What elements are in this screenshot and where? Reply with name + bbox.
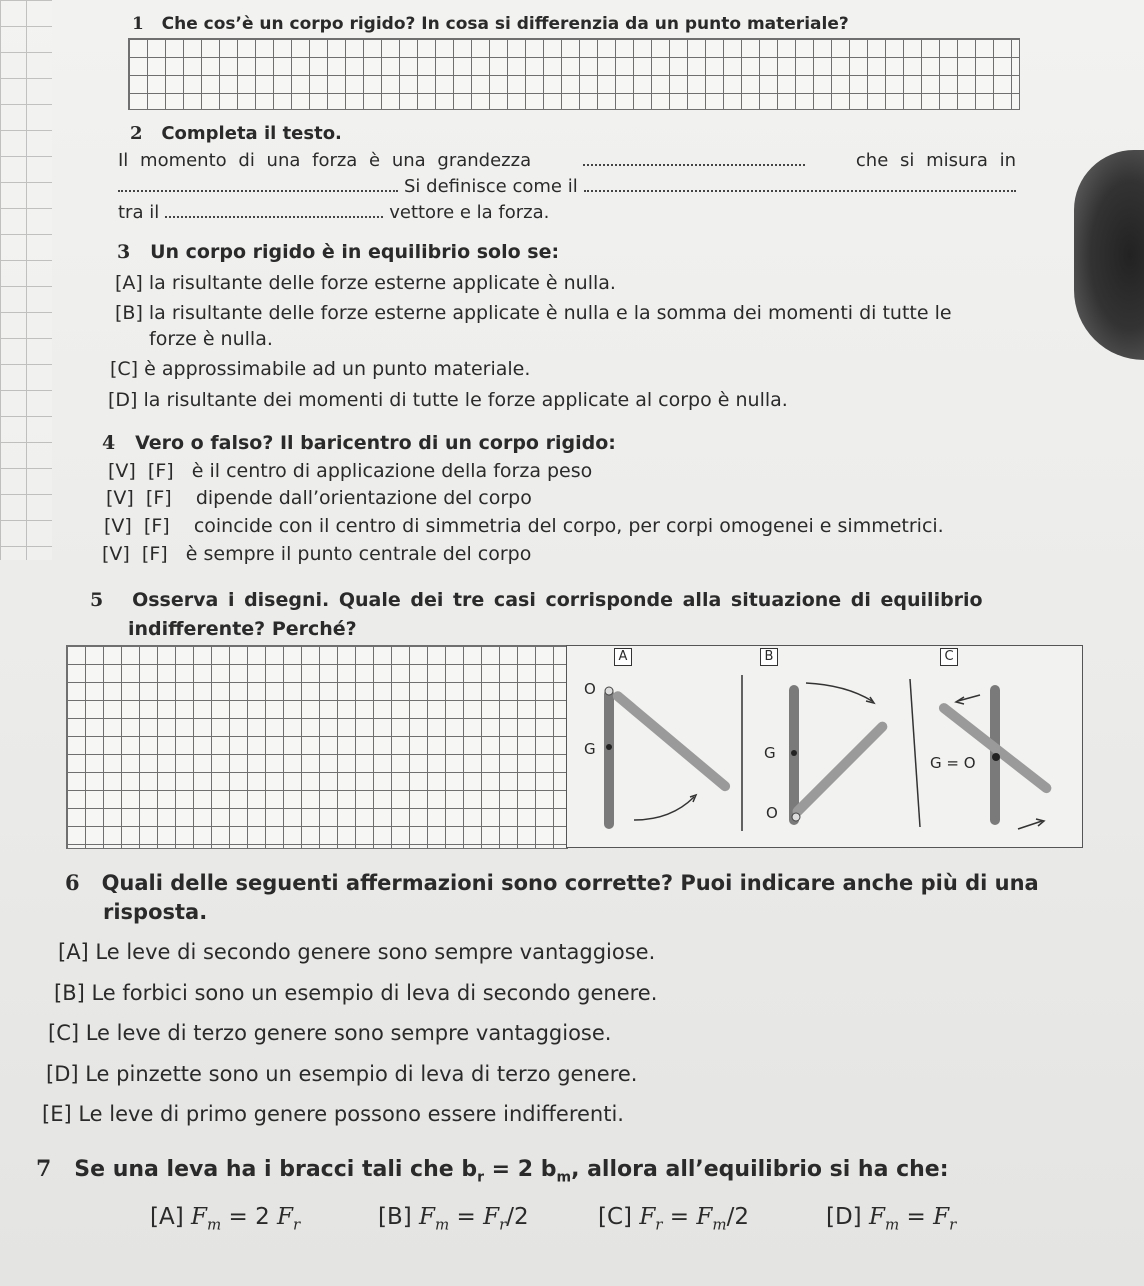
q4-item-4 (102, 543, 531, 565)
q3-option-b[interactable]: [B] la risultante delle forze esterne applicate è nulla e la somma dei momenti di tutte le (115, 302, 952, 324)
q7-option-a[interactable] (150, 1204, 300, 1234)
figure-c-go-label: G = O (930, 754, 976, 772)
q7-option-tag: [A] (150, 1204, 184, 1230)
q4-number: 4 (102, 432, 116, 454)
q7-sub-r: r (477, 1169, 484, 1186)
q7-tail: /2 (726, 1204, 749, 1230)
q6-option-a[interactable]: [A] Le leve di secondo genere sono sempre vantaggiose. (58, 940, 656, 964)
q5-heading-text-1: Osserva i disegni. Quale dei tre casi corrisponde alla situazione di equilibrio (132, 589, 983, 611)
q7-lhs: F (419, 1204, 436, 1230)
q2-heading-text: Completa il testo. (161, 123, 342, 144)
figure-a-g-label: G (584, 740, 596, 758)
q7-heading-text-a: Se una leva ha i bracci tali che b (74, 1157, 478, 1182)
q5-answer-grid[interactable] (66, 645, 568, 849)
figure-frame (567, 646, 1083, 848)
q7-lhs-sub: m (884, 1215, 900, 1234)
q2-line1-text-b: che si misura in (855, 150, 1016, 171)
q7-option-d[interactable] (826, 1204, 956, 1234)
q7-heading-text-c: , allora all’equilibrio si ha che: (571, 1157, 949, 1182)
q2-number: 2 (130, 123, 143, 144)
q2-line2-text: Si definisce come il (404, 176, 578, 197)
q7-operator: = (899, 1204, 934, 1230)
q7-lhs-sub: m (435, 1215, 450, 1234)
q1-question (132, 14, 849, 34)
q7-rhs: F (696, 1204, 713, 1230)
q3-option-d[interactable]: [D] la risultante dei momenti di tutte le forze applicate al corpo è nulla. (108, 389, 788, 411)
q7-option-b[interactable] (378, 1204, 529, 1234)
figure-b-pivot (792, 813, 800, 821)
vf-toggle[interactable]: [V] [F] (106, 487, 172, 509)
underlying-grid-paper (0, 0, 52, 560)
q7-tail: /2 (506, 1204, 529, 1230)
q7-number: 7 (36, 1156, 52, 1182)
q7-lhs: F (191, 1204, 207, 1230)
q7-sub-m: m (556, 1169, 572, 1186)
q6-option-e[interactable]: [E] Le leve di primo genere possono essere indifferenti. (42, 1102, 624, 1126)
q6-option-c[interactable]: [C] Le leve di terzo genere sono sempre vantaggiose. (48, 1021, 612, 1045)
q3-heading (117, 241, 559, 263)
q2-line3-text-a: tra il (118, 202, 160, 223)
q6-heading-text-1: Quali delle seguenti affermazioni sono corrette? Puoi indicare anche più di una (101, 871, 1039, 895)
figure-a-pivot (605, 687, 613, 695)
figure-a-o-label: O (584, 680, 596, 698)
q5-heading-line2: indifferente? Perché? (128, 618, 357, 640)
q4-heading-text: Vero o falso? Il baricentro di un corpo rigido: (135, 432, 616, 454)
q2-blank-3[interactable] (584, 176, 1016, 192)
q4-item-2 (106, 487, 532, 509)
q1-answer-grid[interactable] (128, 38, 1020, 110)
q7-operator: = (662, 1204, 697, 1230)
dark-object-edge (1074, 150, 1144, 360)
q7-option-tag: [C] (598, 1204, 633, 1230)
q4-item-text: dipende dall’orientazione del corpo (195, 487, 532, 509)
q2-line3-text-b: vettore e la forza. (389, 202, 550, 223)
q7-operator: = 2 (221, 1204, 278, 1230)
q4-item-text: è il centro di applicazione della forza peso (191, 460, 593, 482)
figure-b-o-label: O (766, 804, 778, 822)
figure-c-label: C (940, 648, 958, 666)
figure-a-label: A (614, 648, 632, 666)
q7-rhs-sub: m (712, 1215, 727, 1234)
q7-rhs: F (933, 1204, 950, 1230)
q7-rhs: F (277, 1204, 294, 1230)
figure-a-bar-vertical (604, 689, 614, 829)
q7-rhs-sub: r (949, 1215, 957, 1234)
vf-toggle[interactable]: [V] [F] (108, 460, 174, 482)
figure-b-centre-of-mass (791, 750, 797, 756)
q7-lhs: F (639, 1204, 656, 1230)
q3-number: 3 (117, 241, 131, 263)
q7-heading-text-b: = 2 b (484, 1157, 557, 1182)
q6-heading-line1 (65, 870, 1039, 895)
q7-rhs: F (483, 1204, 500, 1230)
q7-lhs: F (868, 1204, 885, 1230)
q4-item-text: è sempre il punto centrale del corpo (185, 543, 532, 565)
q2-heading (130, 123, 342, 144)
q1-number: 1 (132, 14, 144, 34)
q7-rhs-sub: r (499, 1215, 507, 1234)
q7-option-c[interactable] (598, 1204, 749, 1234)
figure-b-g-label: G (764, 744, 776, 762)
q3-heading-text: Un corpo rigido è in equilibrio solo se: (150, 241, 560, 263)
q6-heading-line2: risposta. (103, 900, 208, 924)
q7-rhs-sub: r (293, 1215, 301, 1234)
q4-heading (102, 432, 616, 454)
q2-blank-4[interactable] (165, 202, 383, 218)
q2-line-1 (118, 150, 1016, 171)
q2-line-2 (118, 176, 1016, 197)
q6-option-b[interactable]: [B] Le forbici sono un esempio di leva di secondo genere. (54, 981, 658, 1005)
q3-option-a[interactable]: [A] la risultante delle forze esterne applicate è nulla. (115, 272, 616, 294)
q7-lhs-sub: m (206, 1215, 222, 1234)
q4-item-1 (108, 460, 592, 482)
q2-line-3 (118, 202, 549, 223)
figure-b-label: B (760, 648, 778, 666)
q1-text: Che cos’è un corpo rigido? In cosa si differenzia da un punto materiale? (161, 14, 849, 34)
q3-option-b-cont: forze è nulla. (149, 328, 273, 350)
q2-line1-text-a: Il momento di una forza è una grandezza (118, 150, 532, 171)
q5-number: 5 (90, 589, 104, 611)
q7-option-tag: [B] (378, 1204, 412, 1230)
q5-figures (566, 645, 1084, 849)
q6-number: 6 (65, 870, 80, 895)
q2-blank-2[interactable] (118, 176, 398, 192)
q7-option-tag: [D] (826, 1204, 862, 1230)
q7-heading (36, 1156, 949, 1185)
q4-item-3 (104, 515, 944, 537)
figure-c-centre-pivot (992, 753, 1000, 761)
vf-toggle[interactable]: [V] [F] (102, 543, 168, 565)
q4-item-text: coincide con il centro di simmetria del corpo, per corpi omogenei e simmetrici. (193, 515, 944, 537)
q5-heading-line1 (90, 589, 983, 611)
vf-toggle[interactable]: [V] [F] (104, 515, 170, 537)
q2-blank-1[interactable] (583, 150, 805, 166)
q3-option-c[interactable]: [C] è approssimabile ad un punto materiale. (110, 358, 531, 380)
q6-option-d[interactable]: [D] Le pinzette sono un esempio di leva di terzo genere. (46, 1062, 638, 1086)
figure-a-centre-of-mass (606, 744, 612, 750)
q7-operator: = (449, 1204, 484, 1230)
q7-lhs-sub: r (655, 1215, 663, 1234)
